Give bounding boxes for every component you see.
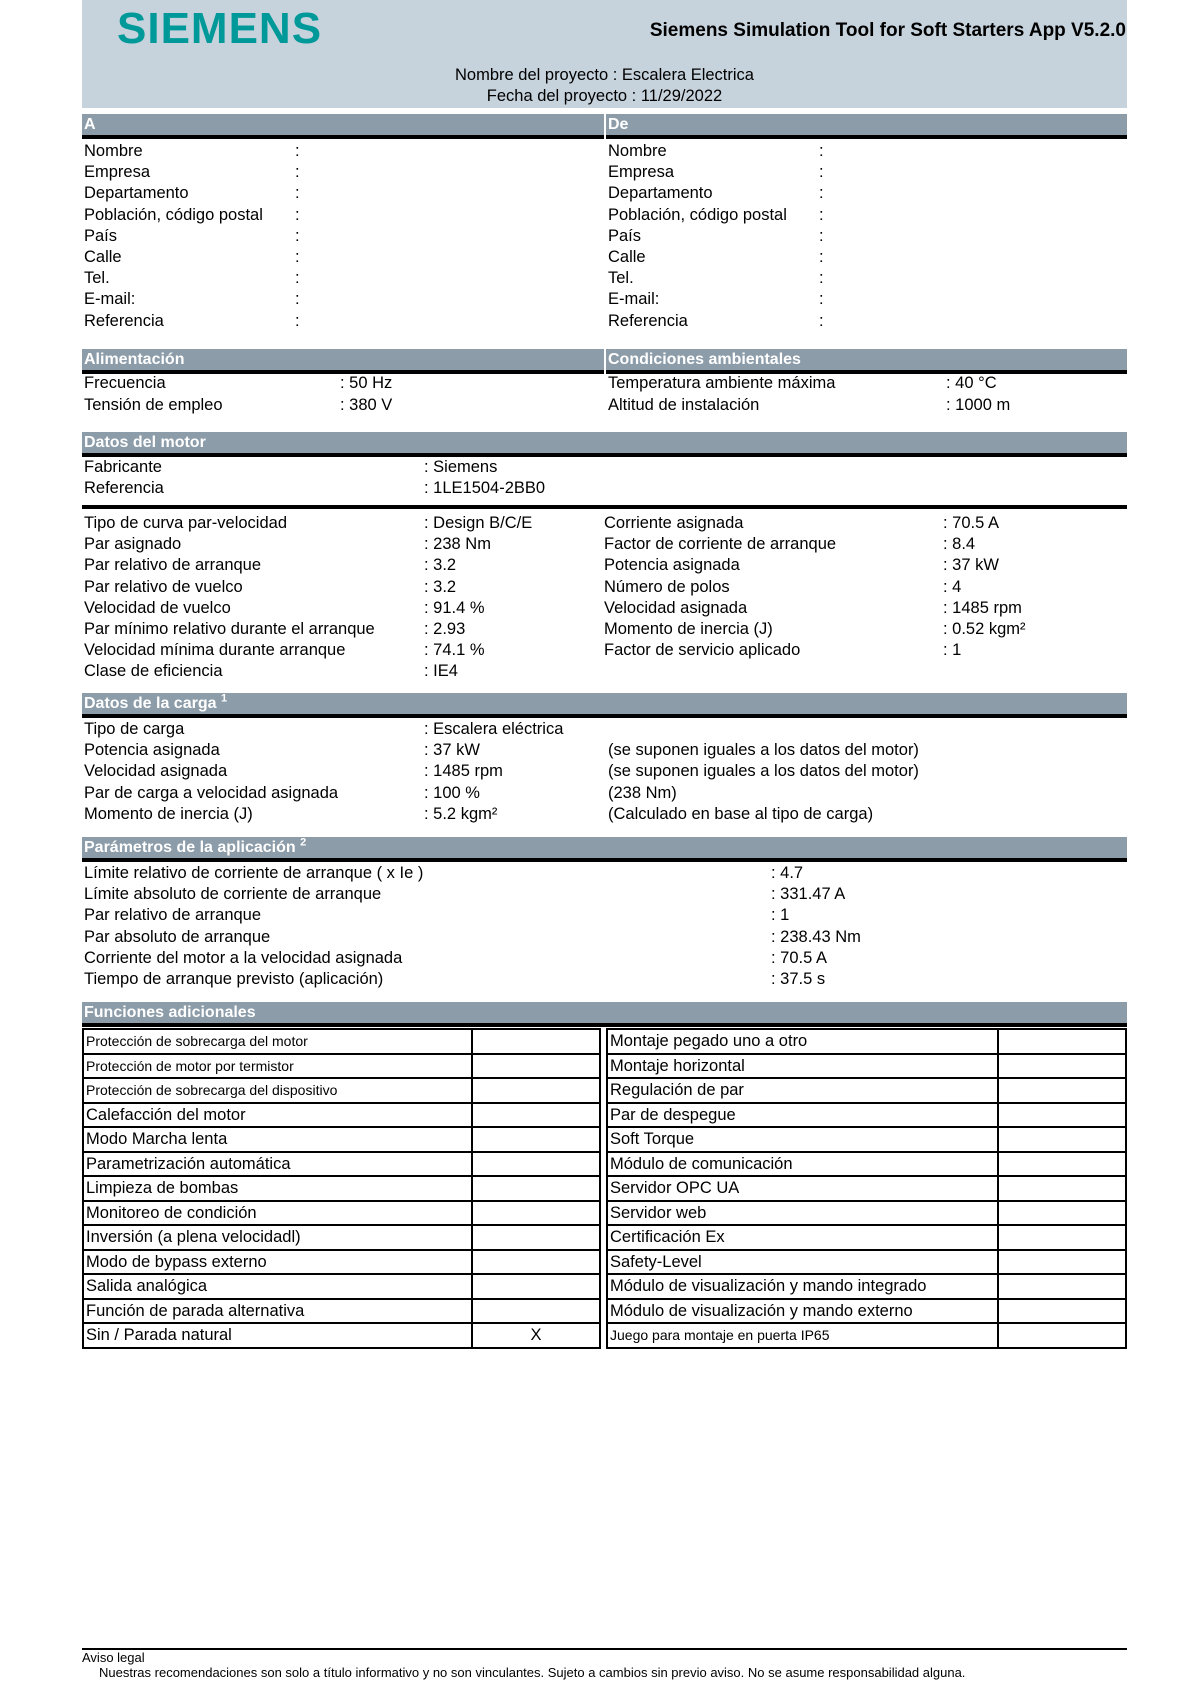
function-checkbox[interactable] (472, 1054, 600, 1079)
field-label: Velocidad mínima durante arranque (84, 641, 346, 660)
function-row (83, 1029, 600, 1054)
function-row (607, 1127, 1126, 1152)
function-row (83, 1152, 600, 1177)
function-checkbox[interactable] (472, 1201, 600, 1226)
load-footnote-mark: 1 (220, 692, 228, 705)
field-label: Par relativo de arranque (84, 556, 262, 575)
load-label: Par de carga a velocidad asignada (84, 783, 339, 802)
function-row (83, 1323, 600, 1348)
contact-value: : (819, 163, 824, 182)
load-note: (Calculado en base al tipo de carga) (608, 804, 874, 823)
function-row (83, 1078, 600, 1103)
field-value: : 37.5 s (771, 970, 826, 988)
footer-divider (82, 1648, 1127, 1650)
function-checkbox[interactable] (998, 1103, 1126, 1128)
contact-value: : (295, 269, 300, 288)
function-row (83, 1127, 600, 1152)
load-label: Tipo de carga (84, 720, 185, 738)
app-title: Siemens Simulation Tool for Soft Starters App V5.2.0 (649, 20, 1126, 41)
function-row (83, 1274, 600, 1299)
function-label: Sin / Parada natural (83, 1323, 472, 1348)
field-value: : 74.1 % (424, 641, 485, 660)
field-label: Tiempo de arranque previsto (aplicación) (84, 970, 384, 988)
function-checkbox[interactable] (998, 1323, 1126, 1348)
function-label: Calefacción del motor (83, 1103, 472, 1128)
function-checkbox[interactable] (472, 1250, 600, 1275)
field-value: : 1485 rpm (943, 598, 1022, 617)
function-label: Inversión (a plena velocidadl) (83, 1225, 472, 1250)
field-value: : 4 (943, 577, 962, 596)
contact-label: País (608, 226, 642, 245)
field-label: Fabricante (84, 458, 162, 476)
project-date: Fecha del proyecto : 11/29/2022 (486, 87, 723, 105)
load-label: Potencia asignada (84, 741, 220, 760)
function-label: Parametrización automática (83, 1152, 472, 1177)
section-to-title: A (82, 114, 604, 139)
field-value: : 1000 m (946, 395, 1011, 414)
function-checkbox[interactable] (998, 1152, 1126, 1177)
contact-value: : (295, 163, 300, 182)
siemens-logo: SIEMENS (117, 4, 323, 53)
field-value: : 8.4 (943, 535, 976, 554)
function-label: Servidor OPC UA (607, 1176, 998, 1201)
contact-value: : (295, 184, 300, 203)
field-label: Número de polos (604, 577, 730, 596)
function-row (607, 1323, 1126, 1348)
function-label: Protección de sobrecarga del motor (83, 1029, 472, 1054)
contact-label: E-mail: (84, 290, 136, 309)
function-row (83, 1201, 600, 1226)
load-note: (se suponen iguales a los datos del motor) (608, 762, 919, 781)
function-row (607, 1054, 1126, 1079)
function-checkbox[interactable] (998, 1225, 1126, 1250)
contact-label: Población, código postal (608, 205, 787, 224)
field-value: : 3.2 (424, 577, 457, 596)
field-label: Par asignado (84, 535, 182, 554)
contact-label: Tel. (84, 269, 110, 288)
function-label: Módulo de visualización y mando externo (607, 1299, 998, 1324)
load-value: : Escalera eléctrica (424, 720, 564, 738)
function-row (83, 1250, 600, 1275)
contact-value: : (295, 290, 300, 309)
function-label: Juego para montaje en puerta IP65 (607, 1323, 998, 1348)
load-note: (238 Nm) (608, 783, 677, 802)
contact-label: País (84, 226, 118, 245)
field-label: Par absoluto de arranque (84, 927, 271, 946)
function-row (83, 1054, 600, 1079)
field-value: : 50 Hz (340, 374, 393, 392)
field-value: : 331.47 A (771, 885, 846, 904)
function-row (607, 1103, 1126, 1128)
section-ambient-title: Condiciones ambientales (606, 349, 1127, 374)
load-note: (se suponen iguales a los datos del motor) (608, 741, 919, 760)
function-row (607, 1029, 1126, 1054)
section-functions-title: Funciones adicionales (82, 1002, 1127, 1027)
function-checkbox[interactable] (472, 1078, 600, 1103)
contact-value: : (819, 184, 824, 203)
field-value: : 37 kW (943, 556, 999, 575)
field-value: : 70.5 A (943, 514, 999, 532)
function-checkbox[interactable] (472, 1103, 600, 1128)
field-value: : 4.7 (771, 864, 804, 882)
function-label: Módulo de comunicación (607, 1152, 998, 1177)
function-checkbox[interactable] (998, 1250, 1126, 1275)
field-label: Referencia (84, 479, 164, 497)
section-motor-title: Datos del motor (82, 432, 1127, 457)
load-label: Momento de inercia (J) (84, 804, 253, 823)
function-label: Protección de sobrecarga del dispositivo (83, 1078, 472, 1103)
function-checkbox[interactable] (998, 1176, 1126, 1201)
load-title-text: Datos de la carga (84, 695, 217, 712)
function-row (83, 1176, 600, 1201)
load-label: Velocidad asignada (84, 762, 228, 781)
function-row (607, 1176, 1126, 1201)
field-label: Potencia asignada (604, 556, 740, 575)
contact-label: Nombre (608, 142, 667, 160)
contact-label: E-mail: (608, 290, 660, 309)
field-value: : 40 °C (946, 374, 997, 392)
load-value: : 100 % (424, 783, 480, 802)
field-label: Tipo de curva par-velocidad (84, 514, 287, 532)
contact-value: : (295, 248, 300, 266)
field-value: : 2.93 (424, 620, 466, 638)
field-label: Par mínimo relativo durante el arranque (84, 620, 375, 638)
section-load-title (82, 693, 1127, 718)
function-row (83, 1225, 600, 1250)
field-value: : 91.4 % (424, 598, 485, 617)
field-value: : 238 Nm (424, 535, 491, 554)
field-value: : IE4 (424, 662, 458, 681)
function-row (607, 1225, 1126, 1250)
function-checkbox[interactable] (998, 1054, 1126, 1079)
function-checkbox[interactable] (472, 1127, 600, 1152)
field-label: Límite absoluto de corriente de arranque (84, 885, 382, 904)
field-label: Factor de corriente de arranque (604, 535, 837, 554)
contact-label: Población, código postal (84, 205, 263, 224)
field-value: : 380 V (340, 395, 393, 414)
contact-label: Referencia (84, 311, 164, 330)
contact-value: : (295, 226, 300, 245)
contact-value: : (819, 142, 824, 160)
contact-label: Referencia (608, 311, 688, 330)
legal-notice-title: Aviso legal (82, 1650, 145, 1665)
functions-table-right (606, 1028, 1127, 1349)
function-row (607, 1250, 1126, 1275)
function-label: Módulo de visualización y mando integrado (607, 1274, 998, 1299)
field-label: Par relativo de vuelco (84, 577, 243, 596)
function-checkbox[interactable] (472, 1299, 600, 1324)
function-checkbox[interactable] (472, 1274, 600, 1299)
function-row (607, 1078, 1126, 1103)
function-label: Monitoreo de condición (83, 1201, 472, 1226)
field-value: : 1LE1504-2BB0 (424, 479, 546, 497)
field-label: Temperatura ambiente máxima (608, 374, 836, 392)
field-label: Factor de servicio aplicado (604, 641, 801, 660)
function-row (607, 1274, 1126, 1299)
contact-label: Calle (84, 248, 122, 266)
legal-notice-text: Nuestras recomendaciones son solo a título informativo y no son vinculantes. Sujeto a cambios sin previo aviso. No se asume responsabilidad alguna. (99, 1665, 966, 1680)
function-label: Servidor web (607, 1201, 998, 1226)
field-label: Velocidad de vuelco (84, 598, 231, 617)
contact-label: Departamento (608, 184, 713, 203)
application-footnote-mark: 2 (300, 836, 307, 849)
functions-table-left (82, 1028, 601, 1349)
contact-label: Calle (608, 248, 646, 266)
function-label: Protección de motor por termistor (83, 1054, 472, 1079)
section-application-title (82, 837, 1127, 862)
function-row (607, 1201, 1126, 1226)
field-value: : Siemens (424, 458, 498, 476)
contact-value: : (295, 205, 300, 224)
function-label: Par de despegue (607, 1103, 998, 1128)
function-label: Modo Marcha lenta (83, 1127, 472, 1152)
field-label: Momento de inercia (J) (604, 620, 773, 638)
contact-value: : (819, 269, 824, 288)
function-checkbox[interactable] (998, 1201, 1126, 1226)
contact-label: Departamento (84, 184, 189, 203)
field-label: Corriente asignada (604, 514, 744, 532)
function-checkbox[interactable] (998, 1029, 1126, 1054)
function-checkbox[interactable] (472, 1176, 600, 1201)
function-checkbox[interactable] (472, 1152, 600, 1177)
contact-label: Nombre (84, 142, 143, 160)
function-row (607, 1299, 1126, 1324)
function-checkbox[interactable] (998, 1078, 1126, 1103)
contact-value: : (819, 311, 824, 330)
function-label: Soft Torque (607, 1127, 998, 1152)
field-value: : 1 (771, 906, 790, 925)
function-checkbox[interactable] (472, 1029, 600, 1054)
field-value: : 3.2 (424, 556, 457, 575)
contact-value: : (819, 248, 824, 266)
function-row (83, 1299, 600, 1324)
load-value: : 1485 rpm (424, 762, 503, 781)
field-label: Par relativo de arranque (84, 906, 262, 925)
function-label: Modo de bypass externo (83, 1250, 472, 1275)
contact-value: : (819, 290, 824, 309)
contact-label: Tel. (608, 269, 634, 288)
project-name: Nombre del proyecto : Escalera Electrica (455, 66, 754, 84)
load-value: : 5.2 kgm² (424, 804, 498, 823)
section-supply-title: Alimentación (82, 349, 604, 374)
function-label: Safety-Level (607, 1250, 998, 1275)
function-label: Limpieza de bombas (83, 1176, 472, 1201)
function-label: Función de parada alternativa (83, 1299, 472, 1324)
function-label: Certificación Ex (607, 1225, 998, 1250)
field-label: Altitud de instalación (608, 395, 760, 414)
function-checkbox[interactable] (998, 1127, 1126, 1152)
function-checkbox[interactable] (998, 1299, 1126, 1324)
field-value: : 0.52 kgm² (943, 620, 1026, 638)
field-value: : 70.5 A (771, 948, 827, 967)
function-checkbox[interactable] (998, 1274, 1126, 1299)
function-label: Montaje horizontal (607, 1054, 998, 1079)
contact-value: : (819, 205, 824, 224)
contact-label: Empresa (84, 163, 151, 182)
field-label: Límite relativo de corriente de arranque ( x Ie ) (84, 864, 424, 882)
field-value: : 1 (943, 641, 962, 660)
field-label: Velocidad asignada (604, 598, 748, 617)
function-checkbox[interactable]: X (472, 1323, 600, 1348)
function-checkbox[interactable] (472, 1225, 600, 1250)
function-label: Montaje pegado uno a otro (607, 1029, 998, 1054)
field-value: : Design B/C/E (424, 514, 533, 532)
field-label: Frecuencia (84, 374, 166, 392)
field-label: Clase de eficiencia (84, 662, 223, 681)
field-label: Tensión de empleo (84, 395, 223, 414)
contact-value: : (819, 226, 824, 245)
load-value: : 37 kW (424, 741, 480, 760)
application-title-text: Parámetros de la aplicación (84, 839, 296, 856)
field-value: : 238.43 Nm (771, 927, 861, 946)
function-label: Regulación de par (607, 1078, 998, 1103)
contact-label: Empresa (608, 163, 675, 182)
section-from-title: De (606, 114, 1127, 139)
field-label: Corriente del motor a la velocidad asignada (84, 948, 403, 967)
divider (82, 505, 1127, 509)
function-label: Salida analógica (83, 1274, 472, 1299)
contact-value: : (295, 142, 300, 160)
contact-value: : (295, 311, 300, 330)
function-row (83, 1103, 600, 1128)
function-row (607, 1152, 1126, 1177)
